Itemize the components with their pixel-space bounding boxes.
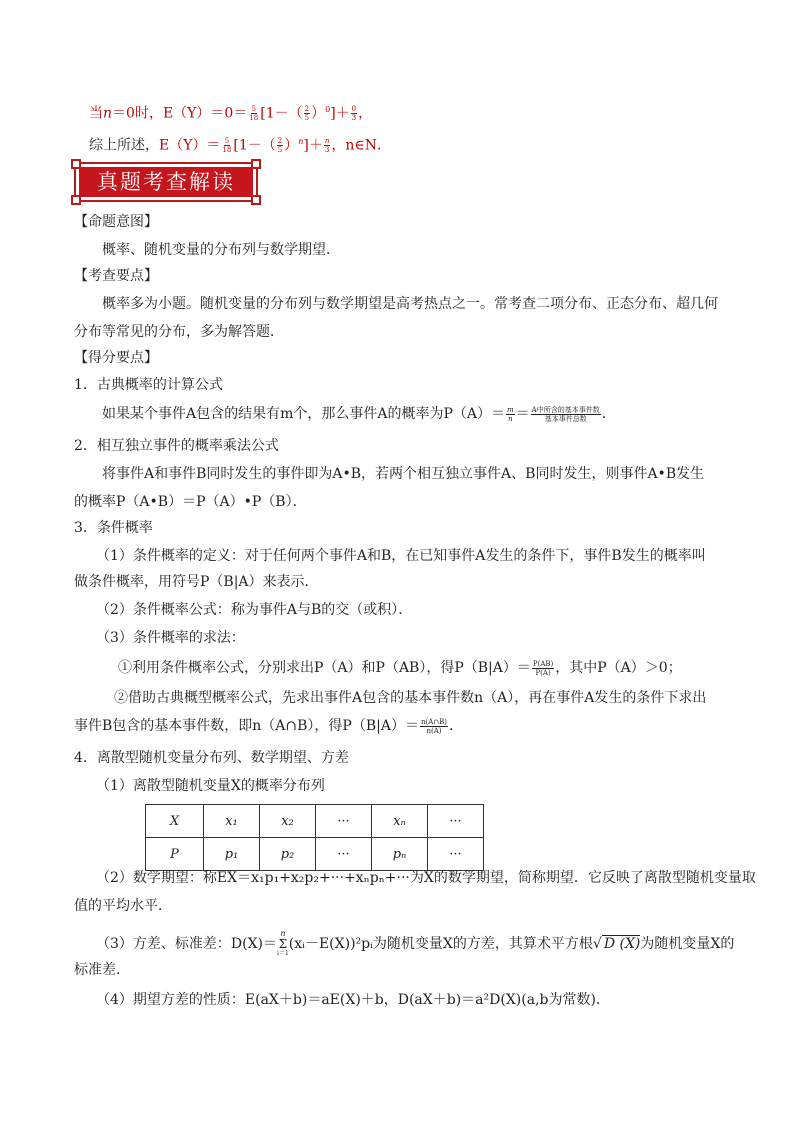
text: 当 [89, 105, 103, 122]
banner-title: 真题考查解读 [79, 167, 253, 197]
text: 综上所述， [89, 137, 159, 154]
distribution-table [145, 804, 484, 871]
key-points-body-2: 分布等常见的分布，多为解答题． [74, 324, 284, 340]
case-n0-line [89, 100, 372, 124]
var-n: n [103, 105, 113, 122]
tag-intent: 【命题意图】 [74, 214, 158, 230]
table-cell: ··· [316, 805, 372, 838]
item-3-title: 3．条件概率 [74, 520, 153, 536]
text: ， [358, 105, 373, 122]
text: (xᵢ－E(X))²pᵢ为随机变量X的方差，其算术平方根 [288, 936, 593, 952]
fraction: $\frac{m}{n}$ [507, 405, 514, 423]
text: 事件B包含的基本事件数，即n（A∩B），得P（B|A）＝ [74, 718, 419, 734]
item-4-sub-3b: 标准差． [74, 962, 130, 978]
text: ]＋ [303, 137, 323, 154]
key-points-body-1: 概率多为小题。随机变量的分布列与数学期望是高考热点之一。常考查二项分布、正态分布、超几何 [102, 296, 718, 312]
exponent: n [298, 137, 304, 146]
intent-body: 概率、随机变量的分布列与数学期望． [102, 242, 340, 258]
sqrt: √ D (X) [592, 936, 641, 952]
fraction: $\frac{5}{18}$ [249, 105, 259, 123]
table-cell: xₙ [372, 805, 428, 838]
table-cell: ··· [428, 805, 484, 838]
item-4-sub-2b: 值的平均水平． [74, 898, 172, 914]
fraction: $\frac{n(A\cap B)}{n(A)}$ [420, 717, 448, 735]
text: ＝0时， [112, 105, 163, 122]
fraction: $\frac{2}{5}$ [304, 105, 310, 123]
summation: n Σ i＝1 [277, 929, 289, 957]
table-cell: pₙ [372, 838, 428, 871]
table-row [146, 838, 484, 871]
item-4-sub-1: （1）离散型随机变量X的概率分布列 [96, 778, 325, 794]
expectation-label: E（Y）＝0＝ [162, 105, 248, 122]
item-4-title: 4．离散型随机变量分布列、数学期望、方差 [74, 750, 349, 766]
table-cell: p₂ [260, 838, 316, 871]
item-2-line-2: 的概率P（A•B）＝P（A）•P（B）． [74, 494, 307, 510]
expectation-label: E（Y）＝ [159, 137, 221, 154]
item-3-def-1: （1）条件概率的定义：对于任何两个事件A和B，在已知事件A发生的条件下，事件B发生的概率叫 [96, 548, 706, 564]
text: ） [311, 105, 326, 122]
tag-scoring: 【得分要点】 [74, 350, 158, 366]
text: ①利用条件概率公式，分别求出P（A）和P（AB），得P（B|A）＝ [118, 660, 531, 676]
item-3-formula: （2）条件概率公式：称为事件A与B的交（或积）． [96, 602, 413, 618]
table-cell: p₁ [204, 838, 260, 871]
fraction: $\frac{n}{3}$ [324, 137, 330, 155]
section-banner [74, 162, 258, 202]
item-2-title: 2．相互独立事件的概率乘法公式 [74, 438, 279, 454]
text: ]＋ [330, 105, 350, 122]
item-2-line-1: 将事件A和事件B同时发生的事件即为A•B，若两个相互独立事件A、B同时发生，则事件A•B发生 [102, 466, 705, 482]
exponent: 0 [325, 105, 331, 114]
text: ． [449, 718, 464, 734]
fraction: $\frac{5}{18}$ [222, 137, 232, 155]
text: 为随机变量X的 [640, 936, 735, 952]
item-4-sub-3a [96, 930, 734, 958]
text: 如果某个事件A包含的结果有m个，那么事件A的概率为P（A）＝ [102, 406, 506, 422]
table-cell: x₂ [260, 805, 316, 838]
item-4-sub-4: （4）期望方差的性质：E(aX＋b)＝aE(X)＋b，D(aX＋b)＝a²D(X)(a,b为常数)． [96, 992, 610, 1008]
fraction: $\frac{\text{A中所含的基本事件数}}{\text{基本事件总数}}$ [531, 405, 600, 423]
text: ． [601, 406, 616, 422]
text: （3）方差、标准差：D(X)＝ [96, 936, 278, 952]
item-3-def-2: 做条件概率，用符号P（B|A）来表示． [74, 574, 319, 590]
item-1-body [102, 404, 616, 424]
text: [1－（ [233, 137, 276, 154]
item-3-methods: （3）条件概率的求法： [96, 630, 245, 646]
fraction: $\frac{0}{3}$ [351, 105, 357, 123]
tag-key-points: 【考查要点】 [74, 268, 158, 284]
table-cell: ··· [316, 838, 372, 871]
fraction: $\frac{2}{5}$ [277, 137, 283, 155]
table-cell: x₁ [204, 805, 260, 838]
text: ，n∈N． [331, 137, 392, 154]
text: ，其中P（A）＞0； [555, 660, 682, 676]
text: ＝ [515, 406, 530, 422]
item-4-sub-2a: （2）数学期望：称EX＝x₁p₁+x₂p₂+···+xₙpₙ+···为X的数学期望，简称期望．它反映了离散型随机变量取 [96, 870, 756, 886]
item-3-method-2a: ②借助古典概型概率公式，先求出事件A包含的基本事件数n（A），再在事件A发生的条件下求出 [114, 690, 707, 706]
fraction: $\frac{P(AB)}{P(A)}$ [532, 659, 554, 677]
summary-line [89, 132, 391, 156]
table-cell: P [146, 838, 204, 871]
item-1-title: 1．古典概率的计算公式 [74, 377, 223, 393]
table-cell: ··· [428, 838, 484, 871]
table-row [146, 805, 484, 838]
text: [1－（ [260, 105, 303, 122]
text: ） [284, 137, 299, 154]
table-cell: X [146, 805, 204, 838]
item-3-method-2b [74, 716, 463, 736]
item-3-method-1 [118, 658, 682, 678]
